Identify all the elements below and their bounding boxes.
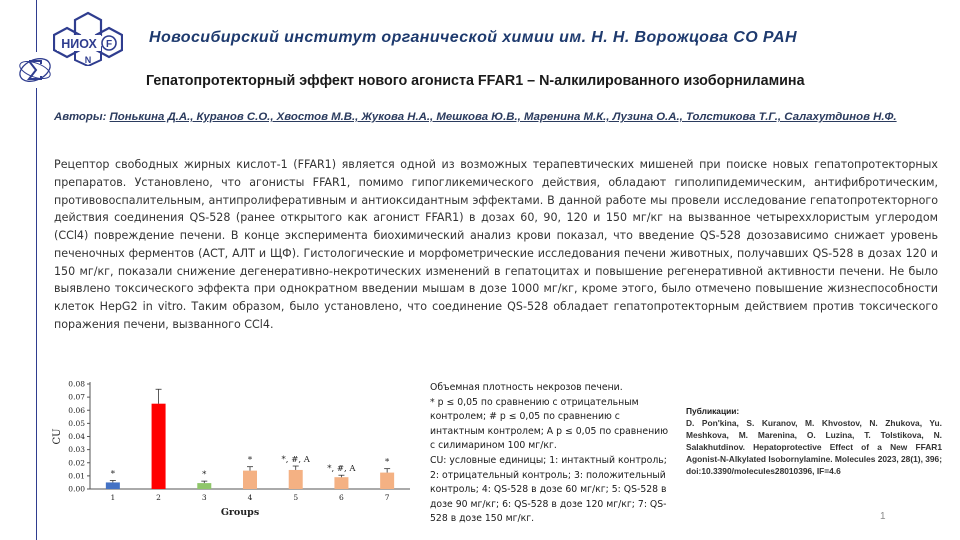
x-tick-label: 1: [110, 493, 116, 502]
bar-group-1: [106, 482, 120, 489]
logo-letter-n: N: [84, 55, 92, 65]
x-axis-label: Groups: [220, 507, 260, 518]
y-tick-label: 0.08: [68, 379, 85, 389]
authors-names: Понькина Д.А., Куранов С.О., Хвостов М.В., Жукова Н.А., Мешкова Ю.В., Маренина М.К., Лузина О.А., Толстикова Т.Г., Салахутдинов Н.Ф.: [109, 111, 897, 123]
bar-group-7: [380, 473, 394, 489]
y-tick-label: 0.03: [68, 445, 85, 455]
authors-label: Авторы:: [54, 111, 107, 123]
page-number: 1: [880, 511, 886, 522]
y-tick-label: 0.07: [68, 392, 85, 402]
abstract-text: Рецептор свободных жирных кислот-1 (FFAR1) является одной из возможных терапевтических мишеней при поиске новых гепатопротекторных препаратов. Установлено, что агонисты FFAR1, помимо гипогликемического действия, обладают гиполипидемическим, антифибротическим, противовоспалительным, антипролиферативным и антиоксидантным эффектами. В данной работе мы провели исследование гепатопротекторного действия соединения QS-528 (ранее открытого как агонист FFAR1) в дозах 60, 90, 120 и 150 мг/кг на вызванное четыреххлористым углеродом (CCl4) повреждение печени. В конце эксперимента биохимический анализ крови показал, что введение QS-528 дозозависимо снижает уровень печеночных ферментов (АСТ, АЛТ и ЩФ). Гистологические и морфометрические исследования печени животных, получавших QS-528 в дозах 120 и 150 мг/кг, показали снижение дегенеративно-некротических изменений в гепатоцитах и повышение регенеративной активности печени. Не было выявлено токсического эффекта при однократном введении мышам в дозе 1000 мг/кг, кроме этого, было отмечено повышение жизнеспособности клеток HepG2 in vitro. Таким образом, было установлено, что соединение QS-528 обладает гепатопротекторным действием против токсического поражения печени, вызванного CCl4.: [54, 158, 938, 331]
significance-label: *, #, A: [327, 464, 356, 475]
bar-group-2: [152, 404, 166, 489]
significance-label: *: [202, 470, 207, 481]
x-tick-label: 3: [201, 493, 207, 502]
publications-label: Публикации:: [686, 406, 740, 416]
y-tick-label: 0.05: [68, 418, 85, 428]
sigma-emblem-icon: [17, 52, 53, 88]
logo-text: НИОХ: [61, 37, 97, 51]
logo-letter-f: F: [105, 39, 113, 50]
significance-label: *: [247, 455, 253, 466]
nioch-logo: [53, 10, 123, 66]
x-tick-label: 5: [293, 493, 299, 502]
significance-label: *: [110, 469, 115, 480]
significance-label: *, #, A: [281, 455, 310, 466]
x-tick-label: 7: [384, 493, 390, 502]
poster-title: Гепатопротекторный эффект нового агониста FFAR1 – N-алкилированного изоборниламина: [146, 73, 805, 89]
necrosis-bar-chart: [48, 378, 418, 526]
y-axis-label: CU: [52, 428, 63, 445]
publications-text: D. Pon'kina, S. Kuranov, M. Khvostov, N. Zhukova, Yu. Meshkova, M. Marenina, O. Luzina, T. Tolstikova, N. Salakhutdinov. Hepatoprotective Effect of a New FFAR1 Agonist-N-Alkylated Isobornylamine. Molecules 2023, 28(1), 396; doi:10.3390/molecules28010396, IF=4.6: [686, 418, 942, 476]
significance-label: *: [385, 457, 390, 468]
bar-group-5: [289, 470, 303, 489]
x-tick-label: 6: [339, 493, 344, 502]
y-tick-label: 0.01: [68, 471, 85, 481]
institute-name: Новосибирский институт органической химии им. Н. Н. Ворожцова СО РАН: [149, 29, 797, 46]
bar-group-4: [243, 471, 257, 489]
bar-group-3: [197, 483, 211, 489]
authors-block: [54, 109, 940, 125]
bar-group-6: [334, 477, 348, 489]
x-tick-label: 2: [156, 493, 161, 502]
y-tick-label: 0.04: [68, 432, 85, 441]
x-tick-label: 4: [247, 493, 253, 502]
publications-block: [686, 405, 942, 477]
chart-legend-text: Объемная плотность некрозов печени. * р ≤ 0,05 по сравнению с отрицательным контролем; # р ≤ 0,05 по сравнению с интактным контролем; А р ≤ 0,05 по сравнению с силимарином 100 мг/кг. CU: условные единицы; 1: интактный контроль; 2: отрицательный контроль; 3: положительный контроль; 4: QS-528 в дозе 60 мг/кг; 5: QS-528 в дозе 90 мг/кг; 6: QS-528 в дозе 120 мг/кг; 7: QS-528 в дозе 150 мг/кг.: [430, 382, 669, 525]
y-tick-label: 0.06: [68, 405, 85, 415]
y-tick-label: 0.02: [68, 458, 85, 468]
y-tick-label: 0.00: [68, 484, 85, 494]
